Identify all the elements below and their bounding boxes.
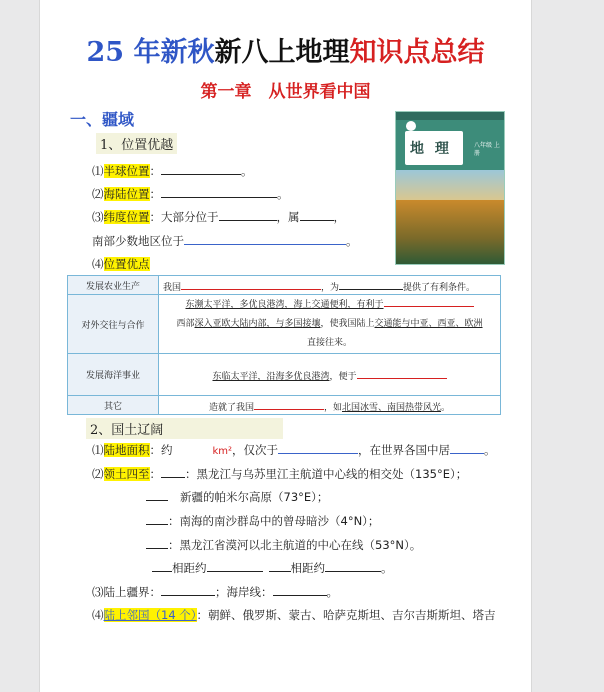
line-advantages: ⑷位置优点: [92, 257, 150, 271]
title-part-1: 25 年新秋: [86, 37, 215, 68]
line-extremity-west: 新疆的帕米尔高原（73°E）；: [146, 489, 328, 505]
line-land-sea: ⑵海陆位置： 。: [92, 187, 289, 201]
line-extremity-south: ：南海的南沙群岛中的曾母暗沙（4°N）；: [146, 513, 379, 529]
textbook-cover-image: [395, 111, 505, 265]
line-borders: ⑶陆上疆界： ；海岸线： 。: [92, 585, 338, 599]
title-part-2: 新八上地理: [214, 37, 350, 68]
advantages-table: [67, 275, 501, 415]
line-distances: 相距约 相距约 。: [152, 560, 393, 576]
line-hemisphere: ⑴半球位置： 。: [92, 164, 253, 178]
line-extremities: ⑵领土四至： ：黑龙江与乌苏里江主航道中心线的相交处（135°E）；: [92, 467, 468, 481]
subheading-vast-territory: 2、国土辽阔: [86, 418, 283, 439]
line-neighbors: ⑷陆上邻国（14 个）：朝鲜、俄罗斯、蒙古、哈萨克斯坦、吉尔吉斯斯坦、塔吉: [92, 608, 496, 622]
section-heading-territory: 一、疆域: [70, 110, 135, 129]
line-latitude: ⑶纬度位置：大部分位于 ，属 ，: [92, 210, 345, 224]
table-row: 发展农业生产 我国 ，为 提供了有利条件。: [68, 276, 501, 295]
document-page: [39, 0, 532, 692]
table-row: 发展海洋事业 东临太平洋，沿海多优良港湾，便于: [68, 354, 501, 396]
publisher-logo-icon: [406, 121, 416, 131]
book-grade: 八年级 上册: [474, 142, 500, 157]
page-title: [40, 30, 531, 69]
line-extremity-north: ：黑龙江省漠河以北主航道的中心在线（53°N）。: [146, 537, 421, 553]
subheading-location: 1、位置优越: [96, 133, 177, 154]
table-row: 对外交往与合作 东濒太平洋，多优良港湾，海上交通便利，有利于 西部深入亚欧大陆内部，与多国接壤，使我国陆上交通能与中亚、西亚、欧洲 直接往来。: [68, 295, 501, 354]
table-row: 其它 造就了我国 ，如北国冰雪、南国热带风光。: [68, 396, 501, 415]
chapter-heading: 第一章 从世界看中国: [200, 82, 371, 102]
title-part-3: 知识点总结: [349, 37, 485, 68]
book-title: 地 理: [410, 141, 452, 157]
line-land-area: ⑴陆地面积：约 km²，仅次于 ，在世界各国中居 。: [92, 443, 496, 457]
line-latitude-south: 南部少数地区位于 。: [92, 234, 358, 248]
